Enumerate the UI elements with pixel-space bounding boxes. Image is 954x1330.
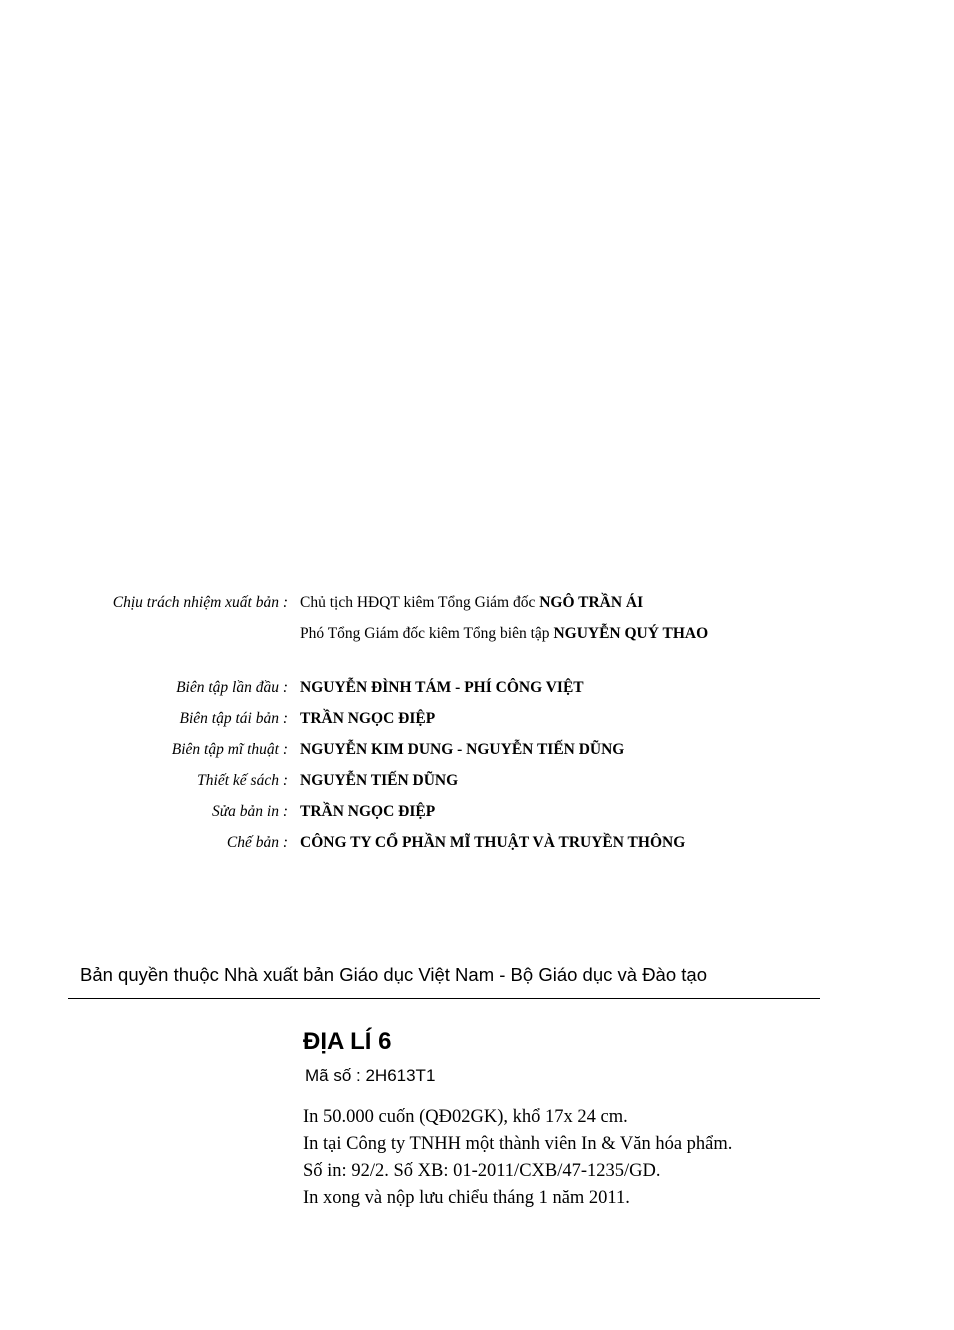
print-line: Số in: 92/2. Số XB: 01-2011/CXB/47-1235/GD. [303, 1161, 661, 1181]
credit-row [0, 803, 954, 834]
credit-label: Thiết kế sách : [197, 772, 288, 789]
credit-label: Biên tập lần đầu : [176, 679, 288, 696]
book-title: ĐỊA LÍ 6 [303, 1028, 392, 1055]
credit-row [0, 741, 954, 772]
credit-label: Biên tập tái bản : [179, 710, 288, 727]
credit-row [0, 679, 954, 710]
book-code: Mã số : 2H613T1 [305, 1066, 436, 1085]
credit-row [0, 834, 954, 865]
credit-row-responsible [0, 594, 954, 625]
credit-label: Sửa bản in : [211, 803, 288, 820]
credit-label: Chịu trách nhiệm xuất bản : [112, 594, 288, 611]
print-line: In xong và nộp lưu chiểu tháng 1 năm 2011. [303, 1188, 630, 1208]
credit-label: Biên tập mĩ thuật : [171, 741, 288, 758]
credit-name: NGÔ TRẦN ÁI [539, 594, 644, 611]
credit-name: TRẦN NGỌC ĐIỆP [300, 710, 436, 727]
copyright-notice: Bản quyền thuộc Nhà xuất bản Giáo dục Việt Nam - Bộ Giáo dục và Đào tạo [80, 964, 707, 985]
credit-name: NGUYỄN TIẾN DŨNG [300, 772, 459, 789]
credit-name: NGUYỄN QUÝ THAO [553, 625, 709, 642]
credit-name: CÔNG TY CỔ PHẦN MĨ THUẬT VÀ TRUYỀN THÔNG [300, 834, 686, 851]
credit-label: Chế bản : [226, 834, 288, 851]
credit-value: Chủ tịch HĐQT kiêm Tổng Giám đốc NGÔ TRẦN ÁI [300, 594, 644, 611]
print-info [303, 1104, 732, 1212]
credit-value: Phó Tổng Giám đốc kiêm Tổng biên tập NGUYỄN QUÝ THAO [300, 625, 709, 642]
divider-line [68, 998, 820, 999]
print-line: In tại Công ty TNHH một thành viên In & Văn hóa phẩm. [303, 1134, 733, 1154]
credit-row [0, 710, 954, 741]
credit-name: NGUYỄN KIM DUNG - NGUYỄN TIẾN DŨNG [300, 741, 625, 758]
credit-name: NGUYỄN ĐÌNH TÁM - PHÍ CÔNG VIỆT [300, 679, 584, 696]
credits-block [0, 594, 954, 865]
credit-name: TRẦN NGỌC ĐIỆP [300, 803, 436, 820]
credit-row [0, 772, 954, 803]
credit-row-responsible-2 [0, 625, 954, 656]
print-line: In 50.000 cuốn (QĐ02GK), khổ 17x 24 cm. [303, 1107, 628, 1127]
